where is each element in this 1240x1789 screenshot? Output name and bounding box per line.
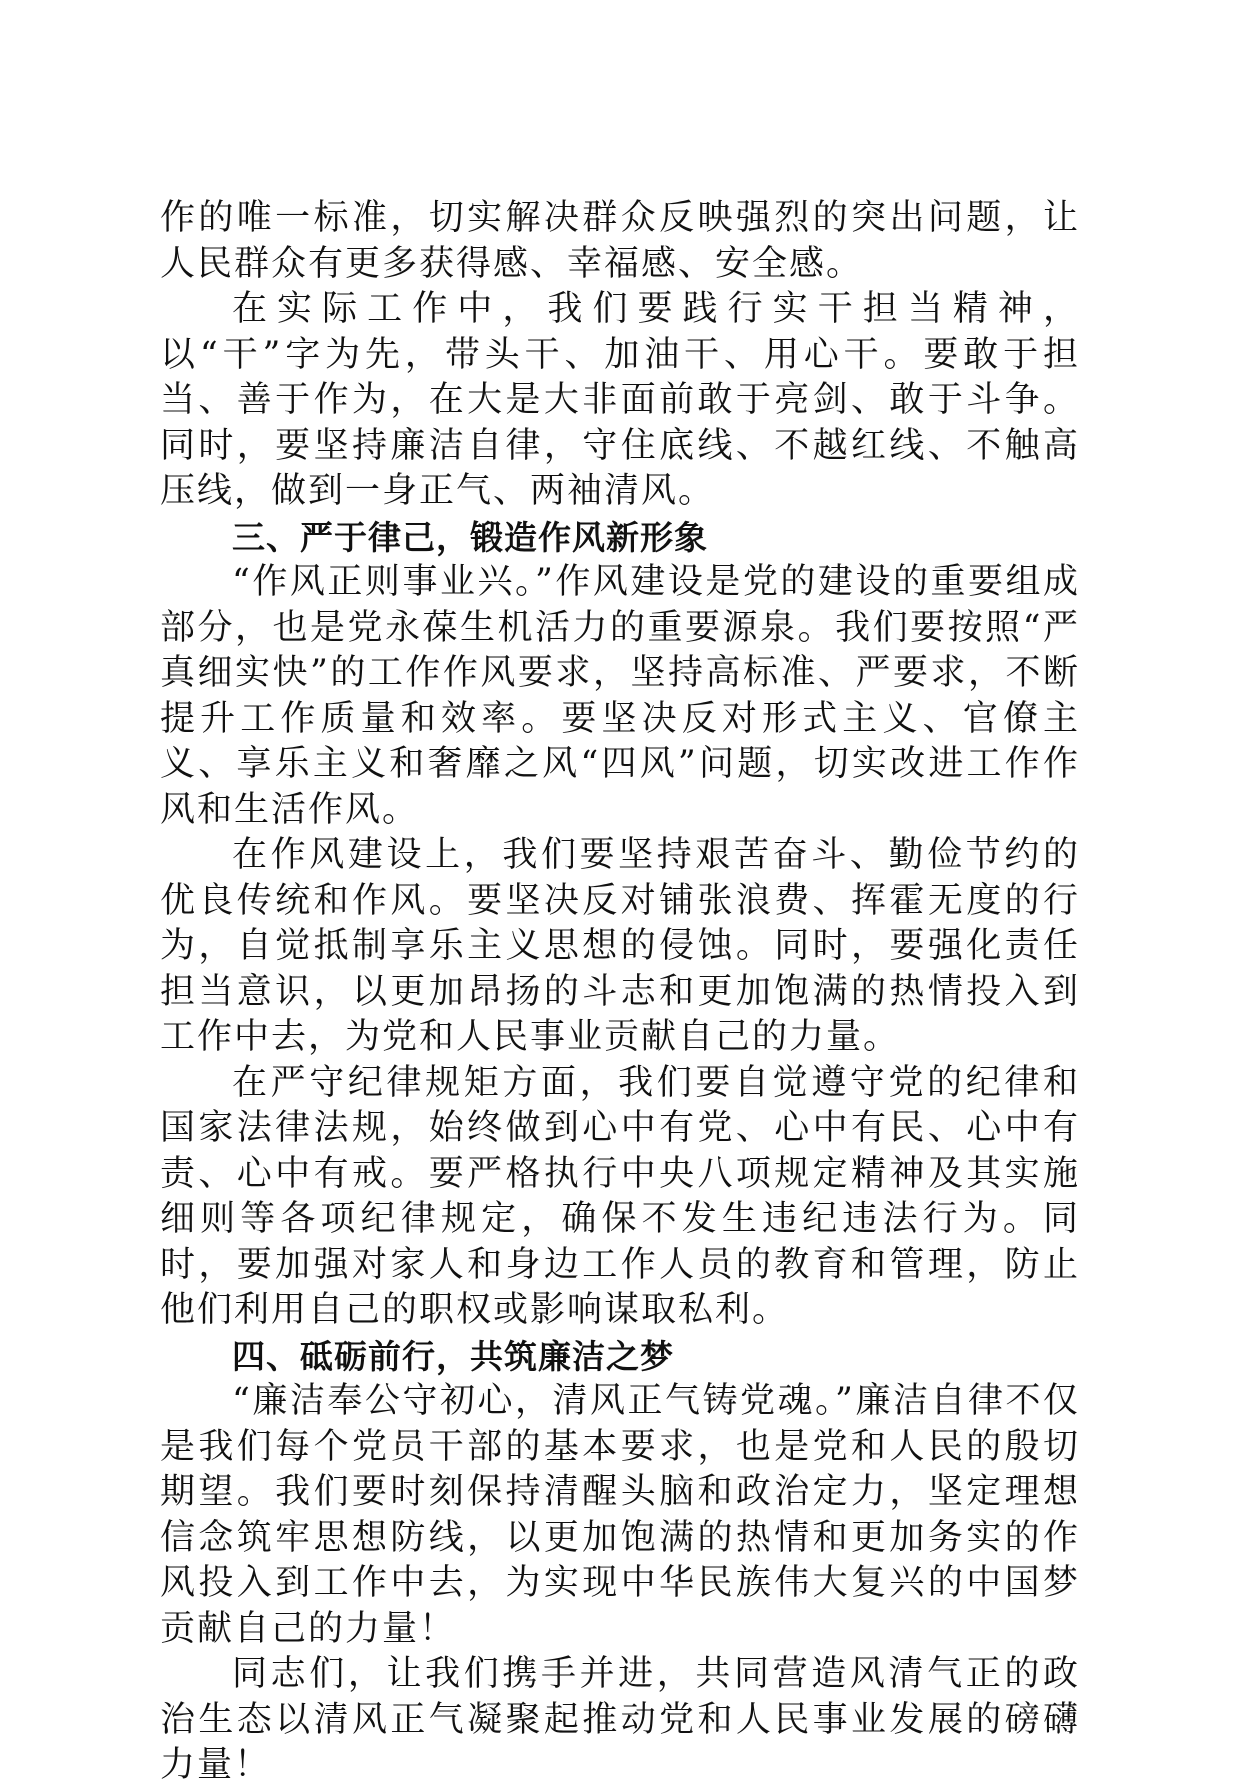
paragraph-practical-work: 在实际工作中，我们要践行实干担当精神，以“干”字为先，带头干、加油干、用心干。要敢于担当、善于作为，在大是大非面前敢于亮剑、敢于斗争。同时，要坚持廉洁自律，守住底线、不越红线、不触高压线，做到一身正气、两袖清风。 xyxy=(160,289,1080,511)
section-heading-4: 四、砥砺前行，共筑廉洁之梦 xyxy=(232,1336,674,1376)
paragraph-discipline: 在严守纪律规矩方面，我们要自觉遵守党的纪律和国家法律法规，始终做到心中有党、心中有民、心中有责、心中有戒。要严格执行中央八项规定精神及其实施细则等各项纪律规定，确保不发生违纪违法行为。同时，要加强对家人和身边工作人员的教育和管理，防止他们利用自己的职权或影响谋取私利。 xyxy=(160,1062,1080,1330)
section-heading-3: 三、严于律己，锻造作风新形象 xyxy=(232,517,708,557)
paragraph-continuation: 作的唯一标准，切实解决群众反映强烈的突出问题，让人民群众有更多获得感、幸福感、安全感。 xyxy=(160,198,1080,284)
paragraph-closing: 同志们，让我们携手并进，共同营造风清气正的政治生态以清风正气凝聚起推动党和人民事业发展的磅礴力量！ xyxy=(160,1654,1080,1785)
paragraph-style-building: 在作风建设上，我们要坚持艰苦奋斗、勤俭节约的优良传统和作风。要坚决反对铺张浪费、挥霍无度的行为，自觉抵制享乐主义思想的侵蚀。同时，要强化责任担当意识，以更加昂扬的斗志和更加饱满的热情投入到工作中去，为党和人民事业贡献自己的力量。 xyxy=(160,835,1080,1057)
paragraph-integrity: “廉洁奉公守初心，清风正气铸党魂。”廉洁自律不仅是我们每个党员干部的基本要求，也是党和人民的殷切期望。我们要时刻保持清醒头脑和政治定力，坚定理想信念筑牢思想防线，以更加饱满的热情和更加务实的作风投入到工作中去，为实现中华民族伟大复兴的中国梦贡献自己的力量！ xyxy=(160,1381,1080,1649)
paragraph-work-style: “作风正则事业兴。”作风建设是党的建设的重要组成部分，也是党永葆生机活力的重要源泉。我们要按照“严真细实快”的工作作风要求，坚持高标准、严要求，不断提升工作质量和效率。要坚决反对形式主义、官僚主义、享乐主义和奢靡之风“四风”问题，切实改进工作作风和生活作风。 xyxy=(160,562,1080,830)
document-body xyxy=(160,196,1080,1789)
